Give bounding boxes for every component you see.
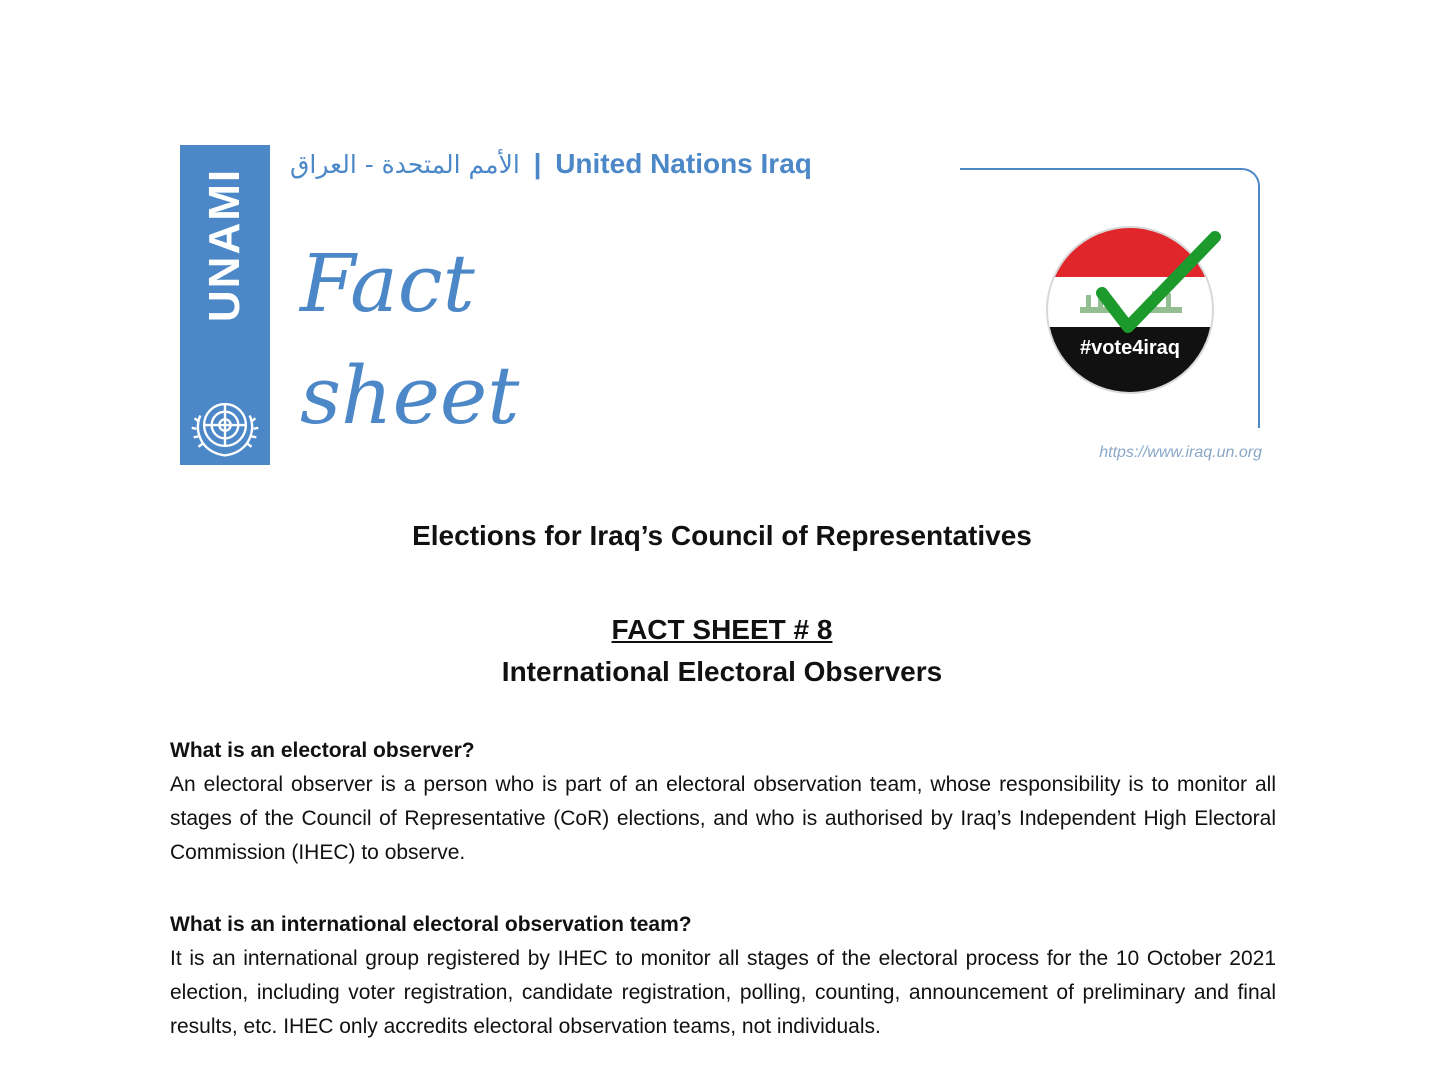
fact-title-line1: Fact [300,237,475,330]
vote4iraq-logo [1040,215,1230,405]
section-question: What is an electoral observer? [170,739,475,762]
org-name-line [290,148,812,180]
fact-sheet-title [300,228,519,452]
vote4iraq-logo-text: #vote4iraq [1079,337,1181,359]
arabic-org-name: الأمم المتحدة - العراق [290,150,520,179]
header-separator: | [533,148,542,179]
fact-sheet-number: FACT SHEET # 8 [611,614,833,645]
website-url[interactable]: https://www.iraq.un.org [1099,444,1262,461]
unami-label: UNAMI [200,167,249,323]
section-electoral-observer [170,734,1276,870]
english-org-name: United Nations Iraq [555,148,812,179]
document-heading: Elections for Iraq’s Council of Representatives [412,520,1032,551]
section-answer: It is an international group registered by IHEC to monitor all stages of the electoral process for the 10 October 2021 election, including voter registration, candidate registration, polling, counting, announcement of preliminary and final results, etc. IHEC only accredits electoral observation teams, not individuals. [170,947,1276,1038]
un-emblem-icon [187,387,263,463]
section-question: What is an international electoral observation team? [170,913,692,936]
fact-sheet-subtitle: International Electoral Observers [501,656,943,687]
fact-title-line2: sheet [300,349,520,442]
section-answer: An electoral observer is a person who is part of an electoral observation team, whose responsibility is to monitor all stages of the Council of Representative (CoR) elections, and who is authorised by Iraq’s Independent High Electoral Commission (IHEC) to observe. [170,773,1276,864]
unami-side-bar [180,145,270,465]
section-observation-team [170,908,1276,1044]
